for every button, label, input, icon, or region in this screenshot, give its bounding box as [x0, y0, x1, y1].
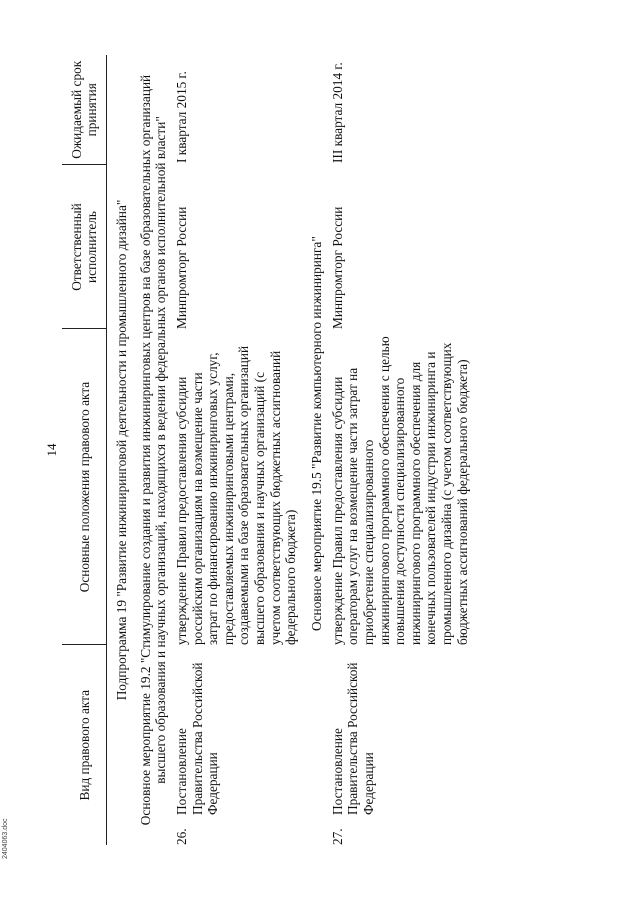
header-term: Ожидаемый срок принятия [62, 55, 107, 165]
acts-table [174, 53, 299, 845]
footer-file-code: 2404063.doc [2, 818, 9, 859]
row-term: I квартал 2015 г. [174, 71, 189, 163]
subprogram-title: Подпрограмма 19 "Развитие инжиниринговой деятельности и промышленного дизайна" [114, 199, 129, 701]
header-kind: Вид правового акта [62, 645, 107, 845]
rotated-landscape-content [40, 45, 640, 855]
table-header [62, 55, 107, 845]
row-provisions: утверждение Правил предоставления субсидии российским организациям на возмещение части затрат по финансированию инжиниринговых услуг, предоставляемых инжиниринговыми центрами, создаваемыми на базе образовательных организаций высшего образования и научных организаций (с учетом соответствующих бюджетных ассигнований федерального бюджета) [174, 345, 299, 645]
table-body [112, 55, 470, 845]
table-row [330, 53, 470, 845]
header-responsible: Ответственный исполнитель [62, 165, 107, 329]
row-number: 26. [174, 828, 189, 845]
header-provisions: Основные положения правового акта [62, 329, 107, 645]
row-number: 27. [329, 828, 345, 845]
row-responsible: Минпромторг России [329, 206, 345, 329]
measure-19-2-title: Основное мероприятие 19.2 "Стимулирование создания и развития инжиниринговых центров на базе образовательных организаций высшего образования и научных организаций, находящихся в ведении федеральных органов исполнительной власти" [138, 74, 168, 826]
row-kind: Постановление Правительства Российской Федерации [329, 662, 376, 815]
row-provisions: утверждение Правил предоставления субсидии операторам услуг на возмещение части затрат на приобретение специализированного инжинирингового программного обеспечения с целью повышения доступности специализированного инжинирингового программного обеспечения для конечных пользователей индустрии инжиниринга и промышленного дизайна (с учетом соответствующих бюджетных ассигнований федерального бюджета) [329, 336, 470, 645]
acts-table-2 [330, 53, 470, 845]
page-number: 14 [44, 443, 59, 457]
row-kind: Постановление Правительства Российской Федерации [174, 662, 221, 815]
row-term: III квартал 2014 г. [329, 62, 345, 163]
table-row [174, 53, 299, 845]
measure-19-5-title: Основное мероприятие 19.5 "Развитие компьютерного инжиниринга" [308, 236, 324, 631]
row-responsible: Минпромторг России [174, 206, 189, 329]
